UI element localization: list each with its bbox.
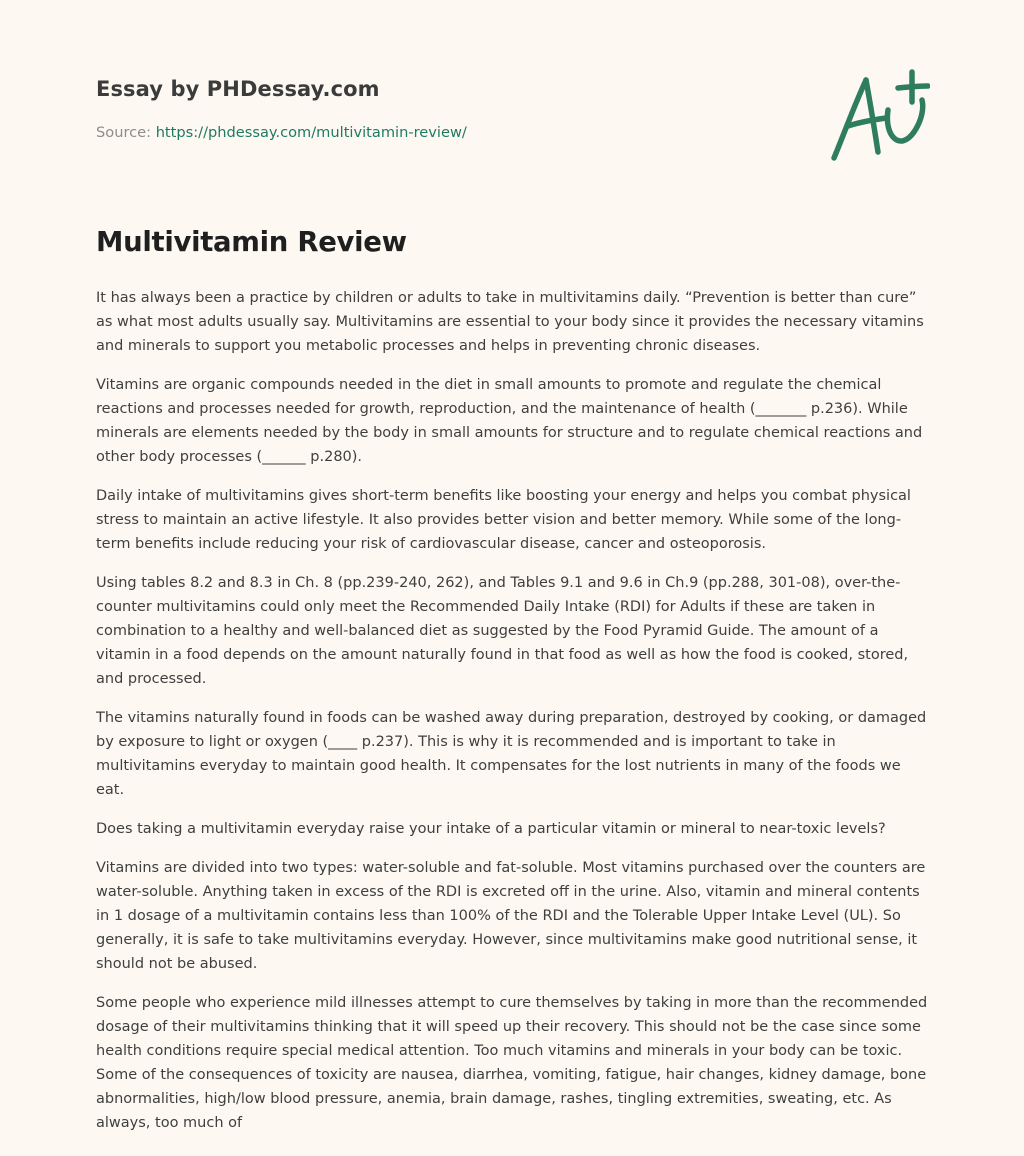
page-header [96,0,928,200]
essay-paragraph: Using tables 8.2 and 8.3 in Ch. 8 (pp.239-240, 262), and Tables 9.1 and 9.6 in Ch.9 (pp.288, 301-08), over-the-counter multivitamins could only meet the Recommended Daily Intake (RDI) for Adults if these are taken in combination to a healthy and well-balanced diet as suggested by the Food Pyramid Guide. The amount of a vitamin in a food depends on the amount naturally found in that food as well as how the food is cooked, stored, and processed. [96,575,909,687]
source-label: Source: [96,124,156,141]
essay-paragraph: It has always been a practice by children or adults to take in multivitamins daily. “Prevention is better than cure” as what most adults usually say. Multivitamins are essential to your body since it provides the necessary vitamins and minerals to support you metabolic processes and helps in preventing chronic diseases. [96,290,924,354]
essay-paragraph: Vitamins are divided into two types: water-soluble and fat-soluble. Most vitamins purchased over the counters are water-soluble. Anything taken in excess of the RDI is excreted off in the urine. Also, vitamin and mineral contents in 1 dosage of a multivitamin contains less than 100% of the RDI and the Tolerable Upper Intake Level (UL). So generally, it is safe to take multivitamins everyday. However, since multivitamins make good nutritional sense, it should not be abused. [96,860,926,972]
source-line [96,124,467,141]
essay-paragraph: Daily intake of multivitamins gives short-term benefits like boosting your energy and helps you combat physical stress to maintain an active lifestyle. It also provides better vision and better memory. While some of the long-term benefits include reducing your risk of cardiovascular disease, cancer and osteoporosis. [96,488,911,552]
site-brand: Essay by PHDessay.com [96,77,380,101]
source-link[interactable]: https://phdessay.com/multivitamin-review/ [155,124,467,141]
essay-paragraph: Some people who experience mild illnesses attempt to cure themselves by taking in more than the recommended dosage of their multivitamins thinking that it will speed up their recovery. This should not be the case since some health conditions require special medical attention. Too much vitamins and minerals in your body can be toxic. Some of the consequences of toxicity are nausea, diarrhea, vomiting, fatigue, hair changes, kidney damage, bone abnormalities, high/low blood pressure, anemia, brain damage, rashes, tingling extremities, sweating, etc. As always, too much of [96,995,928,1131]
essay-title: Multivitamin Review [96,226,407,258]
a-plus-logo-icon [826,66,930,166]
essay-paragraph: Vitamins are organic compounds needed in the diet in small amounts to promote and regulate the chemical reactions and processes needed for growth, reproduction, and the maintenance of health (_______ p.236). While minerals are elements needed by the body in small amounts for structure and to regulate chemical reactions and other body processes (______ p.280). [96,377,923,465]
essay-paragraph: Does taking a multivitamin everyday raise your intake of a particular vitamin or mineral to near-toxic levels? [96,821,886,837]
essay-paragraph: The vitamins naturally found in foods can be washed away during preparation, destroyed by cooking, or damaged by exposure to light or oxygen (____ p.237). This is why it is recommended and is important to take in multivitamins everyday to maintain good health. It compensates for the lost nutrients in many of the foods we eat. [96,710,927,798]
essay-body [96,286,930,1150]
